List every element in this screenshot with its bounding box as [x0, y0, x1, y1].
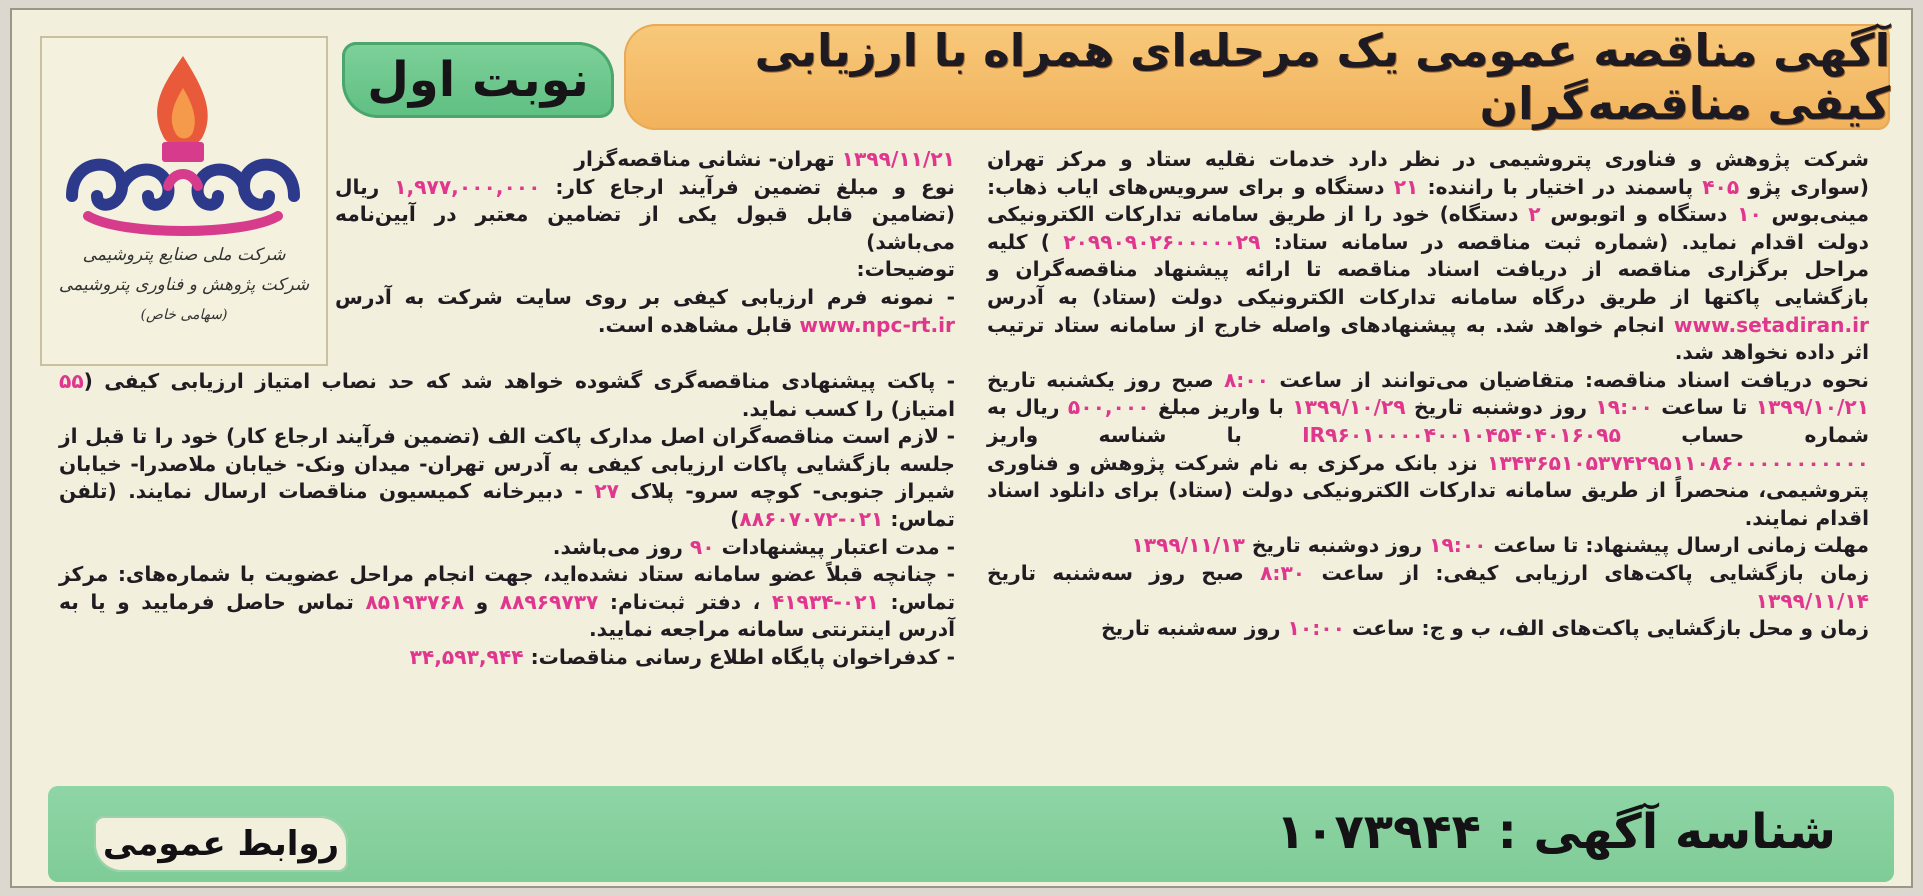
note-threshold	[59, 368, 955, 423]
time: ۱۹:۰۰	[1595, 395, 1653, 420]
company-logo-box	[40, 36, 328, 366]
text: ریال به شماره حساب	[987, 395, 1870, 447]
time: ۱۰:۰۰	[1287, 616, 1345, 641]
text: - مدت اعتبار پیشنهادات	[721, 534, 955, 559]
text: ) کلیه مراحل برگزاری مناقصه از دریافت اسناد مناقصه تا ارائه پیشنهاد مناقصه‌گران و بازگشایی پاکتها از طریق درگاه سامانه تدارکات الکترونیکی دولت (ستاد) به آدرس	[987, 229, 1869, 309]
text: صبح روز یکشنبه تاریخ	[987, 367, 1214, 392]
text: ریال (تضامین قابل قبول یکی از تضامین معتبر در آیین‌نامه می‌باشد)	[335, 174, 955, 254]
amount: ۵۰۰,۰۰۰	[1067, 395, 1150, 420]
date: ۱۳۹۹/۱۰/۲۱	[1755, 395, 1870, 420]
text: زمان و محل بازگشایی پاکت‌های الف، ب و ج: ساعت	[1351, 616, 1869, 641]
public-relations-box	[94, 816, 348, 872]
right-column	[987, 146, 1869, 643]
text: تا ساعت	[1661, 395, 1748, 420]
text: با واریز مبلغ	[1157, 395, 1284, 420]
text: نزد بانک مرکزی به نام شرکت پژوهش و فناوری پتروشیمی، منحصراً از طریق سامانه تدارکات الکترونیکی دولت (ستاد) برای دانلود اسناد اقدام نمایند.	[987, 450, 1869, 530]
date: ۱۳۹۹/۱۰/۲۹	[1292, 395, 1406, 420]
text: امتیاز) را کسب نماید.	[741, 396, 955, 421]
paragraph-intro	[987, 146, 1869, 367]
date: ۱۳۹۹/۱۱/۱۳	[1131, 533, 1245, 558]
paragraph-opening-abc	[987, 615, 1869, 643]
time: ۸:۰۰	[1223, 367, 1270, 392]
payment-id: ۱۳۴۳۶۵۱۰۵۳۷۴۲۹۵۱۱۰۸۶۰۰۰۰۰۰۰۰۰۰۰	[1487, 450, 1869, 475]
phone: ۸۸۹۶۹۷۳۷	[499, 589, 599, 614]
text: - نمونه فرم ارزیابی کیفی بر روی سایت شرکت به آدرس	[335, 284, 955, 309]
phone: ۰۲۱-۸۸۶۰۷۰۷۲	[739, 506, 884, 531]
logo-line-3: (سهامی خاص)	[140, 307, 228, 323]
notes-heading: توضیحات:	[856, 257, 955, 282]
note-documents	[59, 423, 955, 533]
text: تهران- نشانی مناقصه‌گزار	[574, 147, 835, 171]
ad-title: آگهی مناقصه عمومی یک مرحله‌ای همراه با ارزیابی کیفی مناقصه‌گران	[754, 24, 1890, 130]
note-validity	[59, 534, 955, 562]
text: مهلت زمانی ارسال پیشنهاد: تا ساعت	[1493, 533, 1869, 558]
text: با شناسه واریز	[987, 422, 1242, 447]
text: - دبیرخانه کمیسیون مناقصات ارسال نمایند. (تلفن تماس:	[59, 479, 955, 531]
date: ۱۳۹۹/۱۱/۱۴	[1755, 588, 1869, 613]
text: )	[730, 506, 740, 531]
footer-bar	[48, 786, 1894, 882]
text: تماس حاصل فرمایید و یا به آدرس اینترنتی سامانه مراجعه نمایید.	[59, 589, 955, 642]
round-badge-label: نوبت اول	[367, 52, 589, 108]
time: ۸:۳۰	[1260, 560, 1306, 585]
note-code	[59, 644, 955, 672]
petrochemical-logo-icon	[52, 46, 314, 246]
paragraph-opening-quality	[987, 560, 1869, 615]
public-relations-label: روابط عمومی	[102, 824, 340, 864]
text: - چنانچه قبلاً عضو سامانه ستاد نشده‌اید، جهت انجام مراحل عضویت با شماره‌های: مرکز تماس:	[59, 562, 956, 614]
paragraph-documents	[987, 367, 1869, 533]
note-form	[335, 284, 955, 339]
number: ۱۰	[1737, 202, 1762, 227]
number: ۲	[1528, 202, 1541, 227]
tender-number: ۲۰۹۹۰۹۰۲۶۰۰۰۰۰۲۹	[1063, 229, 1261, 254]
round-badge	[342, 42, 614, 118]
logo-line-1: شرکت ملی صنایع پتروشیمی	[82, 245, 286, 265]
text: دستگاه و برای سرویس‌های ایاب ذهاب: مینی‌بوس	[987, 174, 1870, 227]
text: ، دفتر ثبت‌نام:	[609, 589, 761, 614]
text: روز دوشنبه تاریخ	[1251, 533, 1423, 558]
number: ۴۰۵	[1702, 174, 1740, 199]
text: - پاکت پیشنهادی مناقصه‌گری گشوده خواهد شد که حد نصاب امتیاز ارزیابی کیفی (	[83, 369, 955, 393]
note-membership	[59, 561, 955, 644]
phone: ۸۵۱۹۳۷۶۸	[365, 589, 465, 614]
logo-caption	[42, 240, 326, 330]
text: روز سه‌شنبه تاریخ	[1101, 616, 1281, 641]
text: و	[475, 589, 489, 614]
guarantee-amount: ۱,۹۷۷,۰۰۰,۰۰۰	[394, 174, 541, 199]
text: نوع و مبلغ تضمین فرآیند ارجاع کار:	[555, 174, 956, 199]
number: ۹۰	[689, 534, 715, 559]
number: ۲۱	[1393, 174, 1419, 199]
title-banner	[624, 24, 1890, 130]
text: روز دوشنبه تاریخ	[1414, 395, 1588, 420]
text: دستگاه) خود را از طریق سامانه تدارکات الکترونیکی دولت اقدام نماید. (شماره ثبت مناقصه در سامانه ستاد:	[987, 202, 1870, 254]
iban: IR۹۶۰۱۰۰۰۰۴۰۰۱۰۴۵۴۰۴۰۱۶۰۹۵	[1302, 422, 1621, 447]
text: قابل مشاهده است.	[597, 312, 793, 337]
left-column-upper	[335, 146, 955, 339]
ad-id: شناسه آگهی : ۱۰۷۳۹۴۴	[1275, 804, 1836, 860]
text: روز می‌باشد.	[552, 534, 683, 559]
number: ۲۷	[594, 479, 619, 504]
paragraph-date-address	[335, 146, 955, 174]
setad-link[interactable]: www.setadiran.ir	[1673, 312, 1870, 337]
logo-line-2: شرکت پژوهش و فناوری پتروشیمی	[58, 275, 310, 295]
number: ۵۵	[59, 369, 84, 393]
text: دستگاه و اتوبوس	[1550, 202, 1728, 227]
left-column-lower	[59, 368, 955, 672]
text: نحوه دریافت اسناد مناقصه: متقاضیان می‌توانند از ساعت	[1279, 367, 1869, 392]
text: پاسمند در اختیار با راننده:	[1427, 174, 1694, 199]
text: - کدفراخوان پایگاه اطلاع رسانی مناقصات:	[530, 644, 955, 669]
paragraph-deadline	[987, 532, 1869, 560]
text: صبح روز سه‌شنبه تاریخ	[987, 560, 1244, 585]
text: زمان بازگشایی پاکت‌های ارزیابی کیفی: از ساعت	[1321, 560, 1870, 585]
ad-page	[10, 8, 1913, 888]
text: انجام خواهد شد. به پیشنهادهای واصله خارج از سامانه ستاد ترتیب اثر داده نخواهد شد.	[987, 312, 1869, 365]
tender-code: ۳۴,۵۹۳,۹۴۴	[409, 644, 524, 669]
text: شرکت پژوهش و فناوری پتروشیمی در نظر دارد خدمات نقلیه ستاد و مرکز تهران (سواری پژو	[987, 147, 1870, 199]
phone: ۰۲۱-۴۱۹۳۴	[771, 589, 879, 614]
text: - لازم است مناقصه‌گران اصل مدارک پاکت الف (تضمین فرآیند ارجاع کار) خود را تا قبل از جلسه بازگشایی پاکات ارزیابی کیفی به آدرس تهران- میدان ونک- خیابان ملاصدرا- خیابان شیراز جنوبی- کوچه سرو- پلاک	[59, 424, 956, 504]
date: ۱۳۹۹/۱۱/۲۱	[841, 147, 955, 171]
paragraph-guarantee	[335, 174, 955, 257]
time: ۱۹:۰۰	[1429, 533, 1487, 558]
npc-link[interactable]: www.npc-rt.ir	[799, 312, 955, 337]
